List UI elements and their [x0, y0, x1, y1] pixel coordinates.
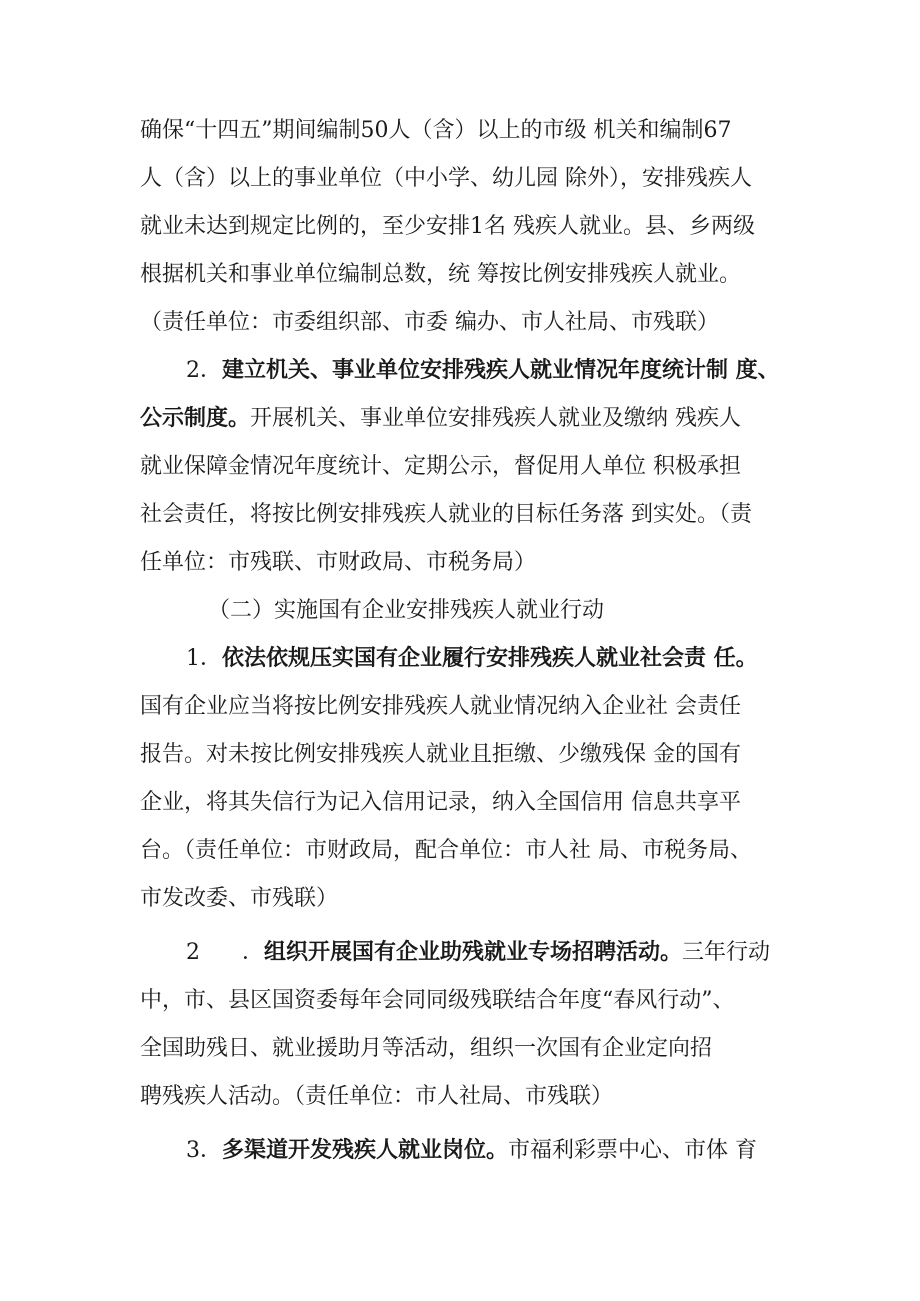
- item-number: 3．: [186, 1138, 222, 1163]
- section-heading: （二）实施国有企业安排残疾人就业行动: [208, 598, 605, 623]
- paragraph-line: 就业保障金情况年度统计、定期公示，督促用人单位 积极承担: [140, 454, 741, 479]
- paragraph-line: 报告。对未按比例安排残疾人就业且拒缴、少缴残保 金的国有: [140, 742, 741, 767]
- responsibility-line: 市发改委、市残联）: [140, 886, 339, 911]
- paragraph-line: 人（含）以上的事业单位（中小学、幼儿园 除外），安排残疾人: [140, 166, 752, 191]
- item-number: 2．: [186, 358, 222, 383]
- item-number: 1．: [186, 646, 222, 671]
- paragraph-text: 市福利彩票中心、市体 育: [508, 1138, 758, 1163]
- paragraph-line: 就业未达到规定比例的，至少安排1名 残疾人就业。县、乡两级: [140, 214, 755, 239]
- paragraph-line: 企业，将其失信行为记入信用记录，纳入全国信用 信息共享平: [140, 790, 741, 815]
- paragraph-text: 三年行动: [681, 940, 770, 965]
- item-heading-line: [186, 356, 846, 386]
- paragraph-line: 国有企业应当将按比例安排残疾人就业情况纳入企业社 会责任: [140, 694, 741, 719]
- item-title-continued: 公示制度。: [140, 406, 251, 431]
- responsibility-line: 聘残疾人活动。（责任单位：市人社局、市残联）: [140, 1084, 614, 1109]
- item-title: 组织开展国有企业助残就业专场招聘活动。: [263, 940, 682, 965]
- responsibility-line: （责任单位：市委组织部、市委 编办、市人社局、市残联）: [140, 310, 719, 335]
- paragraph-line: 确保“十四五”期间编制50人（含）以上的市级 机关和编制67: [140, 118, 732, 143]
- item-title: 多渠道开发残疾人就业岗位。: [222, 1138, 509, 1163]
- item-number: 2 ．: [186, 940, 264, 965]
- item-heading-line: [186, 938, 846, 968]
- item-heading-line: [186, 1136, 846, 1166]
- responsibility-line: 任单位：市残联、市财政局、市税务局）: [140, 550, 537, 575]
- paragraph-line: 全国助残日、就业援助月等活动，组织一次国有企业定向招: [140, 1036, 713, 1061]
- item-title: 依法依规压实国有企业履行安排残疾人就业社会责 任。: [222, 646, 758, 671]
- paragraph-line: 社会责任，将按比例安排残疾人就业的目标任务落 到实处。（责: [140, 502, 752, 527]
- paragraph-line: 台。（责任单位：市财政局，配合单位：市人社 局、市税务局、: [140, 838, 752, 863]
- paragraph-line: 中，市、县区国资委每年会同同级残联结合年度“春风行动”、: [140, 988, 735, 1013]
- item-heading-line: [186, 644, 846, 674]
- paragraph-line: 根据机关和事业单位编制总数，统 筹按比例安排残疾人就业。: [140, 262, 741, 287]
- item-title: 建立机关、事业单位安排残疾人就业情况年度统计制 度、: [222, 358, 780, 383]
- paragraph-text: 开展机关、事业单位安排残疾人就业及缴纳 残疾人: [250, 406, 742, 431]
- paragraph-line: [140, 404, 800, 434]
